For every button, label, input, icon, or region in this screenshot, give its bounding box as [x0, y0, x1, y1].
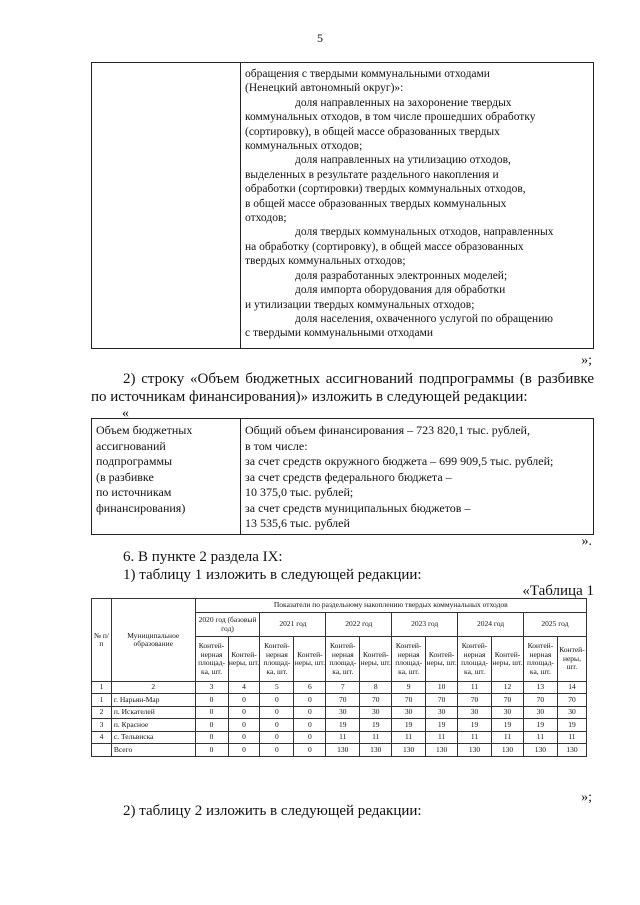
value-cell: 70: [360, 694, 392, 707]
subheader-sites: Контей-нерная площад-ка, шт.: [260, 637, 294, 682]
value-cell: 0: [260, 731, 294, 744]
year-header: 2025 год: [523, 613, 586, 637]
value-cell: 0: [195, 694, 228, 707]
value-cell: 0: [294, 694, 326, 707]
closing-quote: »;: [581, 353, 592, 368]
row-number: 2: [92, 706, 112, 719]
indicator-line: отходов;: [245, 212, 287, 225]
subheader-containers: Контей-неры, шт.: [294, 637, 326, 682]
total-value-cell: 130: [426, 744, 458, 757]
subheader-sites: Контей-нерная площад-ка, шт.: [195, 637, 228, 682]
budget-label-line: (в разбивке: [96, 469, 154, 484]
row-number: 3: [92, 719, 112, 732]
value-cell: 0: [228, 694, 260, 707]
budget-value-line: 13 535,6 тыс. рублей: [245, 516, 350, 530]
value-cell: 70: [426, 694, 458, 707]
year-header: 2020 год (базовый год): [195, 613, 260, 637]
subheader-containers: Контей-неры, шт.: [426, 637, 458, 682]
column-number: 13: [523, 682, 557, 694]
table-1-intro: 1) таблицу 1 изложить в следующей редакции:: [123, 567, 422, 583]
section-6-heading: 6. В пункте 2 раздела IX:: [123, 549, 283, 565]
year-header: 2023 год: [392, 613, 458, 637]
row-number: 1: [92, 694, 112, 707]
column-number: 7: [326, 682, 360, 694]
value-cell: 70: [458, 694, 492, 707]
value-cell: 0: [294, 719, 326, 732]
budget-value-line: за счет средств федерального бюджета –: [245, 469, 452, 484]
page-number: 5: [317, 31, 323, 45]
indicator-line: в общей массе образованных твердых коммунальных: [245, 197, 507, 210]
budget-table: [91, 418, 594, 535]
value-cell: 19: [492, 719, 524, 732]
value-cell: 11: [557, 731, 586, 744]
subheader-sites: Контей-нерная площад-ка, шт.: [392, 637, 426, 682]
value-cell: 30: [523, 706, 557, 719]
subheader-containers: Контей-неры, шт.: [492, 637, 524, 682]
column-divider: [240, 419, 241, 534]
budget-value-line: за счет средств муниципальных бюджетов –: [245, 500, 471, 515]
column-number: 6: [294, 682, 326, 694]
column-number: 12: [492, 682, 524, 694]
value-cell: 0: [260, 694, 294, 707]
value-cell: 11: [392, 731, 426, 744]
value-cell: 30: [326, 706, 360, 719]
table-1-label: «Таблица 1: [522, 583, 594, 599]
paragraph-2-line-2: по источникам финансирования)» изложить в следующей редакции:: [91, 389, 528, 405]
value-cell: 30: [360, 706, 392, 719]
total-value-cell: 0: [294, 744, 326, 757]
value-cell: 19: [426, 719, 458, 732]
value-cell: 19: [523, 719, 557, 732]
value-cell: 0: [195, 731, 228, 744]
value-cell: 70: [492, 694, 524, 707]
column-number: 4: [228, 682, 260, 694]
subheader-containers: Контей-неры, шт.: [557, 637, 586, 682]
total-value-cell: 130: [392, 744, 426, 757]
row-number-empty: [92, 744, 112, 757]
indicator-line: доля импорта оборудования для обработки: [295, 284, 506, 297]
value-cell: 30: [557, 706, 586, 719]
column-number: 8: [360, 682, 392, 694]
budget-label-line: подпрограммы: [96, 454, 173, 468]
column-number: 5: [260, 682, 294, 694]
subheader-sites: Контей-нерная площад-ка, шт.: [326, 637, 360, 682]
row-number: 4: [92, 731, 112, 744]
column-number: 2: [111, 682, 195, 694]
budget-label-line: по источникам: [96, 485, 172, 499]
value-cell: 70: [557, 694, 586, 707]
indicator-list: [245, 67, 590, 341]
budget-label-line: Объем бюджетных: [96, 423, 193, 437]
value-cell: 19: [360, 719, 392, 732]
value-cell: 11: [360, 731, 392, 744]
subheader-sites: Контей-нерная площад-ка, шт.: [458, 637, 492, 682]
column-number: 11: [458, 682, 492, 694]
value-cell: 0: [228, 731, 260, 744]
subheader-sites: Контей-нерная площад-ка, шт.: [523, 637, 557, 682]
value-cell: 0: [228, 719, 260, 732]
budget-value-line: Общий объем финансирования – 723 820,1 тыс. рублей,: [245, 423, 530, 437]
value-cell: 30: [492, 706, 524, 719]
value-cell: 19: [458, 719, 492, 732]
value-cell: 19: [326, 719, 360, 732]
value-cell: 11: [426, 731, 458, 744]
value-cell: 11: [458, 731, 492, 744]
value-cell: 0: [195, 706, 228, 719]
total-value-cell: 130: [458, 744, 492, 757]
value-cell: 11: [523, 731, 557, 744]
opening-quote: «: [122, 406, 129, 421]
table-row: [92, 719, 587, 732]
header-group: Показатели по раздельному накоплению твердых коммунальных отходов: [195, 599, 586, 613]
budget-label-line: ассигнований: [96, 438, 166, 453]
indicator-line: на обработку (сортировку), в общей массе образованных: [245, 240, 524, 253]
year-header: 2021 год: [260, 613, 326, 637]
table-row: [92, 694, 587, 707]
indicator-line: и утилизации твердых коммунальных отходов;: [245, 298, 475, 311]
table-row: [92, 731, 587, 744]
indicator-line: доля населения, охваченного услугой по обращению: [295, 312, 553, 325]
table-1: [91, 598, 587, 757]
budget-value-line: за счет средств окружного бюджета – 699 909,5 тыс. рублей;: [245, 454, 554, 468]
indicator-line: доля твердых коммунальных отходов, направленных: [295, 226, 554, 239]
closing-quote: »;: [581, 790, 592, 805]
total-value-cell: 0: [260, 744, 294, 757]
year-header: 2024 год: [458, 613, 524, 637]
indicator-line: доля направленных на утилизацию отходов,: [295, 154, 511, 167]
budget-label-cell: [96, 423, 192, 516]
total-row: [92, 744, 587, 757]
subheader-containers: Контей-неры, шт.: [360, 637, 392, 682]
value-cell: 0: [294, 706, 326, 719]
total-value-cell: 130: [360, 744, 392, 757]
indicator-line: доля направленных на захоронение твердых: [295, 96, 512, 109]
municipality-name: г. Нарьян-Мар: [111, 694, 195, 707]
indicator-line: твердых коммунальных отходов;: [245, 255, 406, 268]
header-no: № п/п: [92, 599, 112, 682]
budget-value-cell: [245, 423, 553, 532]
year-header: 2022 год: [326, 613, 392, 637]
total-value-cell: 130: [557, 744, 586, 757]
indicator-line: коммунальных отходов, в том числе прошедших обработку: [245, 111, 536, 124]
closing-quote: ».: [581, 534, 592, 549]
municipality-name: с. Тельвиска: [111, 731, 195, 744]
value-cell: 0: [228, 706, 260, 719]
value-cell: 30: [458, 706, 492, 719]
indicator-line: доля разработанных электронных моделей;: [295, 269, 508, 282]
total-value-cell: 0: [195, 744, 228, 757]
indicator-line: (Ненецкий автономный округ)»:: [245, 82, 404, 95]
budget-value-line: в том числе:: [245, 438, 308, 453]
indicator-line: обработки (сортировки) твердых коммунальных отходов,: [245, 183, 526, 196]
value-cell: 0: [195, 719, 228, 732]
value-cell: 11: [326, 731, 360, 744]
column-number: 9: [392, 682, 426, 694]
previous-table-fragment: [91, 62, 594, 349]
value-cell: 0: [294, 731, 326, 744]
table-row: [92, 706, 587, 719]
column-number: 10: [426, 682, 458, 694]
value-cell: 0: [260, 719, 294, 732]
municipality-name: п. Искателей: [111, 706, 195, 719]
total-value-cell: 130: [523, 744, 557, 757]
value-cell: 30: [426, 706, 458, 719]
value-cell: 70: [326, 694, 360, 707]
total-value-cell: 130: [492, 744, 524, 757]
column-number: 14: [557, 682, 586, 694]
value-cell: 30: [392, 706, 426, 719]
total-value-cell: 0: [228, 744, 260, 757]
header-municipality: Муниципальное образование: [111, 599, 195, 682]
paragraph-2: [91, 370, 594, 406]
budget-label-line: финансирования): [96, 500, 186, 515]
value-cell: 19: [557, 719, 586, 732]
column-number: 3: [195, 682, 228, 694]
budget-value-line: 10 375,0 тыс. рублей;: [245, 485, 354, 499]
value-cell: 70: [523, 694, 557, 707]
column-number: 1: [92, 682, 112, 694]
indicator-line: выделенных в результате раздельного накопления и: [245, 168, 499, 181]
value-cell: 0: [260, 706, 294, 719]
value-cell: 19: [392, 719, 426, 732]
value-cell: 11: [492, 731, 524, 744]
subheader-containers: Контей-неры, шт.: [228, 637, 260, 682]
indicator-line: (сортировку), в общей массе образованных твердых: [245, 125, 500, 138]
table-2-intro: 2) таблицу 2 изложить в следующей редакции:: [123, 803, 422, 819]
indicator-line: с твердыми коммунальными отходами: [245, 327, 434, 340]
indicator-line: коммунальных отходов;: [245, 140, 363, 153]
municipality-name: п. Красное: [111, 719, 195, 732]
column-divider: [240, 63, 241, 348]
total-label: Всего: [111, 744, 195, 757]
indicator-line: обращения с твердыми коммунальными отходами: [245, 68, 490, 80]
value-cell: 70: [392, 694, 426, 707]
total-value-cell: 130: [326, 744, 360, 757]
paragraph-2-line-1: 2) строку «Объем бюджетных ассигнований подпрограммы (в разбивке: [123, 371, 594, 387]
